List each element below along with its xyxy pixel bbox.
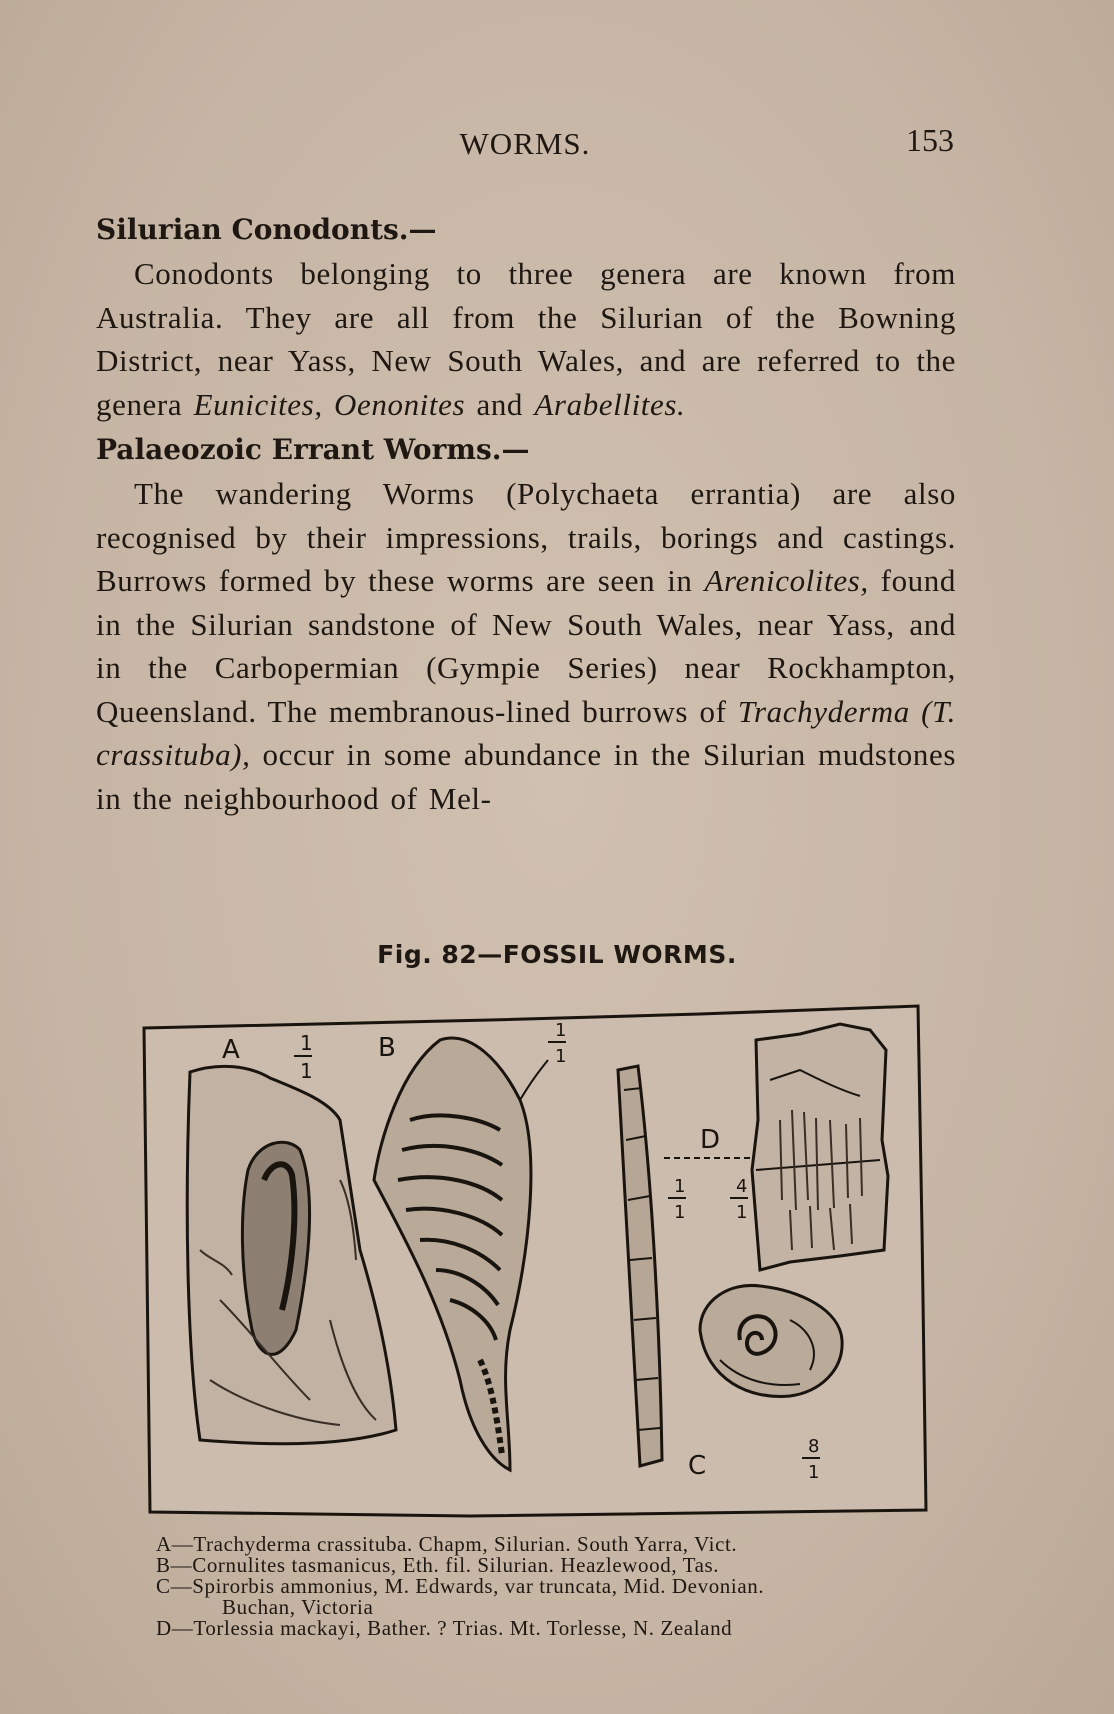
- italic-species-name: Trachyderma (T. crassituba),: [96, 693, 956, 772]
- caption-line-b: B—Cornulites tasmanicus, Eth. fil. Silurian. Heazlewood, Tas.: [156, 1553, 720, 1577]
- figure-label-a: A: [222, 1035, 240, 1065]
- section-heading-conodonts: Silurian Conodonts.—: [96, 213, 437, 246]
- italic-genus-name: Arenicolites,: [704, 563, 869, 598]
- scale-a-numerator: 1: [300, 1031, 313, 1055]
- text-run: Conodonts belonging to three genera are known from Australia. They are all from the Silurian of the Bowning District, near Yass, New South Wales, and are referred to the genera: [96, 256, 956, 422]
- scale-d2-denominator: 1: [736, 1202, 748, 1223]
- caption-line-c: C—Spirorbis ammonius, M. Edwards, var truncata, Mid. Devonian.: [156, 1574, 765, 1598]
- fossil-illustration: [140, 1000, 930, 1522]
- scale-b-numerator: 1: [555, 1020, 567, 1041]
- scale-d2-numerator: 4: [736, 1176, 748, 1197]
- body-text: [96, 208, 956, 820]
- fossil-worms-figure: [140, 1000, 930, 1522]
- caption-line-c-continued: Buchan, Victoria: [222, 1595, 374, 1619]
- text-run: The wandering Worms (Polychaeta errantia) are also recognised by their impressions, trails, borings and castings. Burrows formed by these worms are seen in: [96, 476, 956, 598]
- running-head: WORMS.: [459, 126, 591, 161]
- paragraph-conodonts: [96, 252, 956, 426]
- italic-genus-name: Arabellites.: [534, 386, 686, 422]
- text-run: and: [465, 386, 535, 422]
- caption-line-d: D—Torlessia mackayi, Bather. ? Trias. Mt. Torlesse, N. Zealand: [156, 1616, 733, 1640]
- scale-c-denominator: 1: [808, 1462, 820, 1483]
- scale-b-denominator: 1: [555, 1046, 567, 1067]
- figure-label-b: B: [378, 1033, 396, 1063]
- text-run: found in the Silurian sandstone of New South Wales, near Yass, and in the Carbopermian (Gympie Series) near Rockhampton, Queensland. The membranous-lined burrows of: [96, 563, 956, 729]
- scale-d1-numerator: 1: [674, 1176, 686, 1197]
- scale-d1-denominator: 1: [674, 1202, 686, 1223]
- scale-a-denominator: 1: [300, 1059, 313, 1083]
- specimen-d-slab-drawing: [752, 1024, 888, 1270]
- section-heading-errant-worms: Palaeozoic Errant Worms.—: [96, 433, 530, 466]
- figure-title: Fig. 82—FOSSIL WORMS.: [377, 940, 737, 969]
- figure-caption: [156, 1534, 946, 1639]
- caption-line-a: A—Trachyderma crassituba. Chapm, Silurian. South Yarra, Vict.: [156, 1532, 738, 1556]
- scale-c-numerator: 8: [808, 1436, 820, 1457]
- paragraph-errant-worms: [96, 472, 956, 820]
- page-number: 153: [906, 122, 954, 158]
- page-header: [96, 122, 954, 166]
- figure-label-c: C: [688, 1451, 707, 1481]
- figure-label-d: D: [700, 1125, 721, 1155]
- italic-genus-names: Eunicites, Oenonites: [193, 386, 466, 422]
- text-run: occur in some abundance in the Silurian mudstones in the neighbourhood of Mel-: [96, 737, 956, 816]
